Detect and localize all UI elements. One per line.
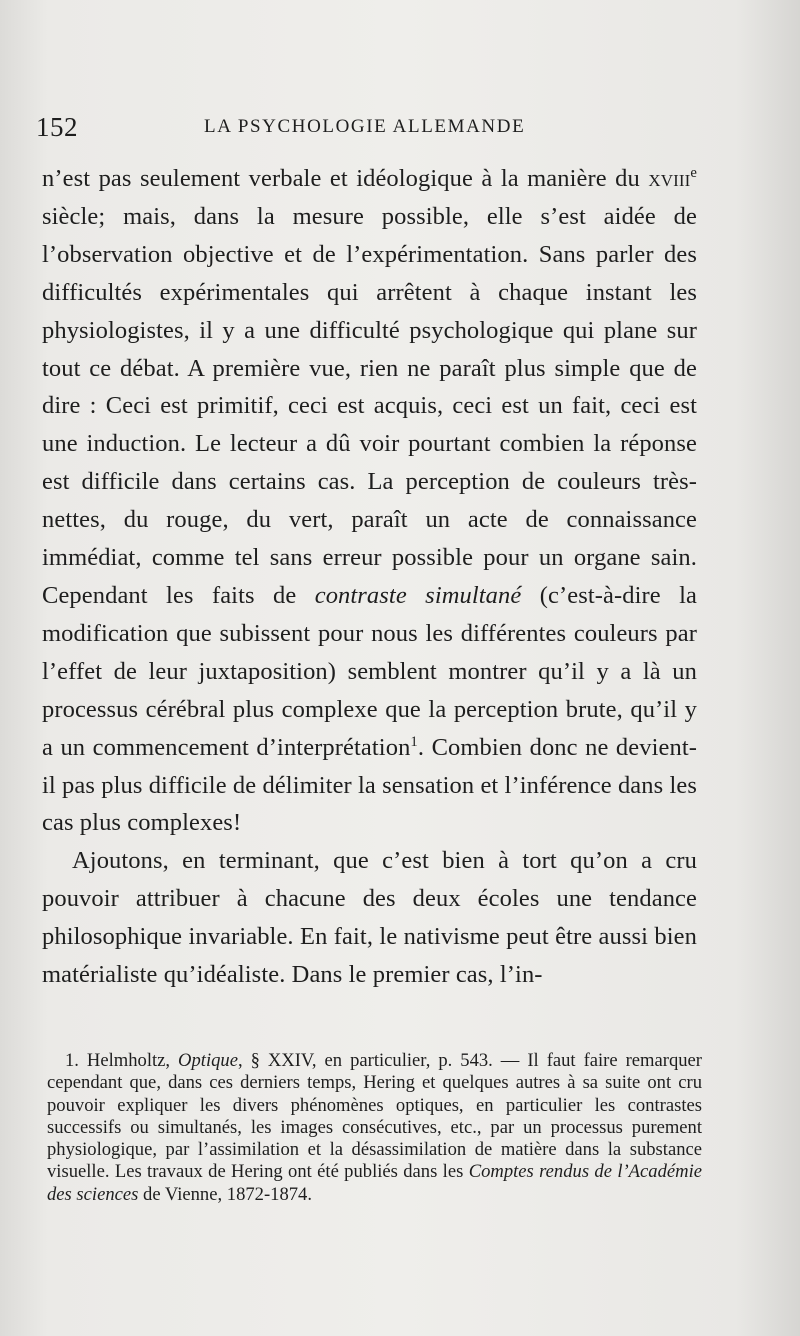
paragraph-1-text-c: (c’est-à-dire la modification que subissent pour nous les différentes couleurs par l’effet de leur juxtaposition) semblent montrer qu’il y a là un processus cérébral plus complexe que la perception brute, qu’il y a un commencement d’interprétation xyxy=(42,581,697,761)
footnote-text-b: , § XXIV, en particulier, p. 543. — Il faut faire remarquer cependant que, dans ces derniers temps, Hering et quelques autres à sa suite ont cru pouvoir expliquer les divers phénomènes optiques, en particulier les contrastes successifs ou simultanés, les images consécutives, etc., par un processus purement physiologique, par l’assimilation et la désassimilation de matière dans la substance visuelle. Les travaux de Hering ont été publiés dans les xyxy=(47,1050,702,1183)
footnote-reference: 1 xyxy=(410,733,418,750)
footnote-text-a: Helmholtz, xyxy=(78,1050,179,1071)
paragraph-2: Ajoutons, en terminant, que c’est bien à tort qu’on a cru pouvoir attribuer à chacune des deux écoles une tendance philosophique invariable. En fait, le nativisme peut être aussi bien matérialiste qu’idéaliste. Dans le premier cas, l’in- xyxy=(42,847,697,989)
page-number: 152 xyxy=(36,112,78,142)
century-numeral: xviii xyxy=(648,165,691,192)
footnote-number: 1. xyxy=(65,1050,79,1071)
paragraph-1 xyxy=(42,160,697,842)
footnote-italic-source: Comptes rendus de l’Académie des sciences xyxy=(47,1161,702,1205)
century-suffix: e xyxy=(690,164,697,181)
paragraph-1-text-d: . Combien donc ne devient-il pas plus difficile de délimiter la sensation et l’inférence dans les cas plus complexes! xyxy=(42,733,698,837)
footnote-italic-title: Optique xyxy=(178,1050,238,1071)
page-header xyxy=(36,112,696,148)
footnote-1 xyxy=(47,1050,702,1206)
paragraph-1-text-b: siècle; mais, dans la mesure possible, elle s’est aidée de l’observation objective et de l’expérimentation. Sans parler des difficultés expérimentales qui arrêtent à chaque instant les physiologistes, il y a une difficulté psychologique qui plane sur tout ce débat. A première vue, rien ne paraît plus simple que de dire : Ceci est primitif, ceci est acquis, ceci est un fait, ceci est une induction. Le lecteur a dû voir pourtant combien la réponse est difficile dans certains cas. La perception de couleurs très-nettes, du rouge, du vert, paraît un acte de connaissance immédiat, comme tel sans erreur possible pour un organe sain. Cependant les faits de xyxy=(42,202,697,609)
footnotes xyxy=(47,1050,702,1206)
footnote-text-c: de Vienne, 1872-1874. xyxy=(138,1183,312,1205)
body-text xyxy=(42,160,697,994)
running-title: LA PSYCHOLOGIE ALLEMANDE xyxy=(204,116,526,137)
paragraph-1-text-a: n’est pas seulement verbale et idéologique à la manière du xyxy=(42,165,649,192)
italic-term: contraste simultané xyxy=(314,581,522,609)
